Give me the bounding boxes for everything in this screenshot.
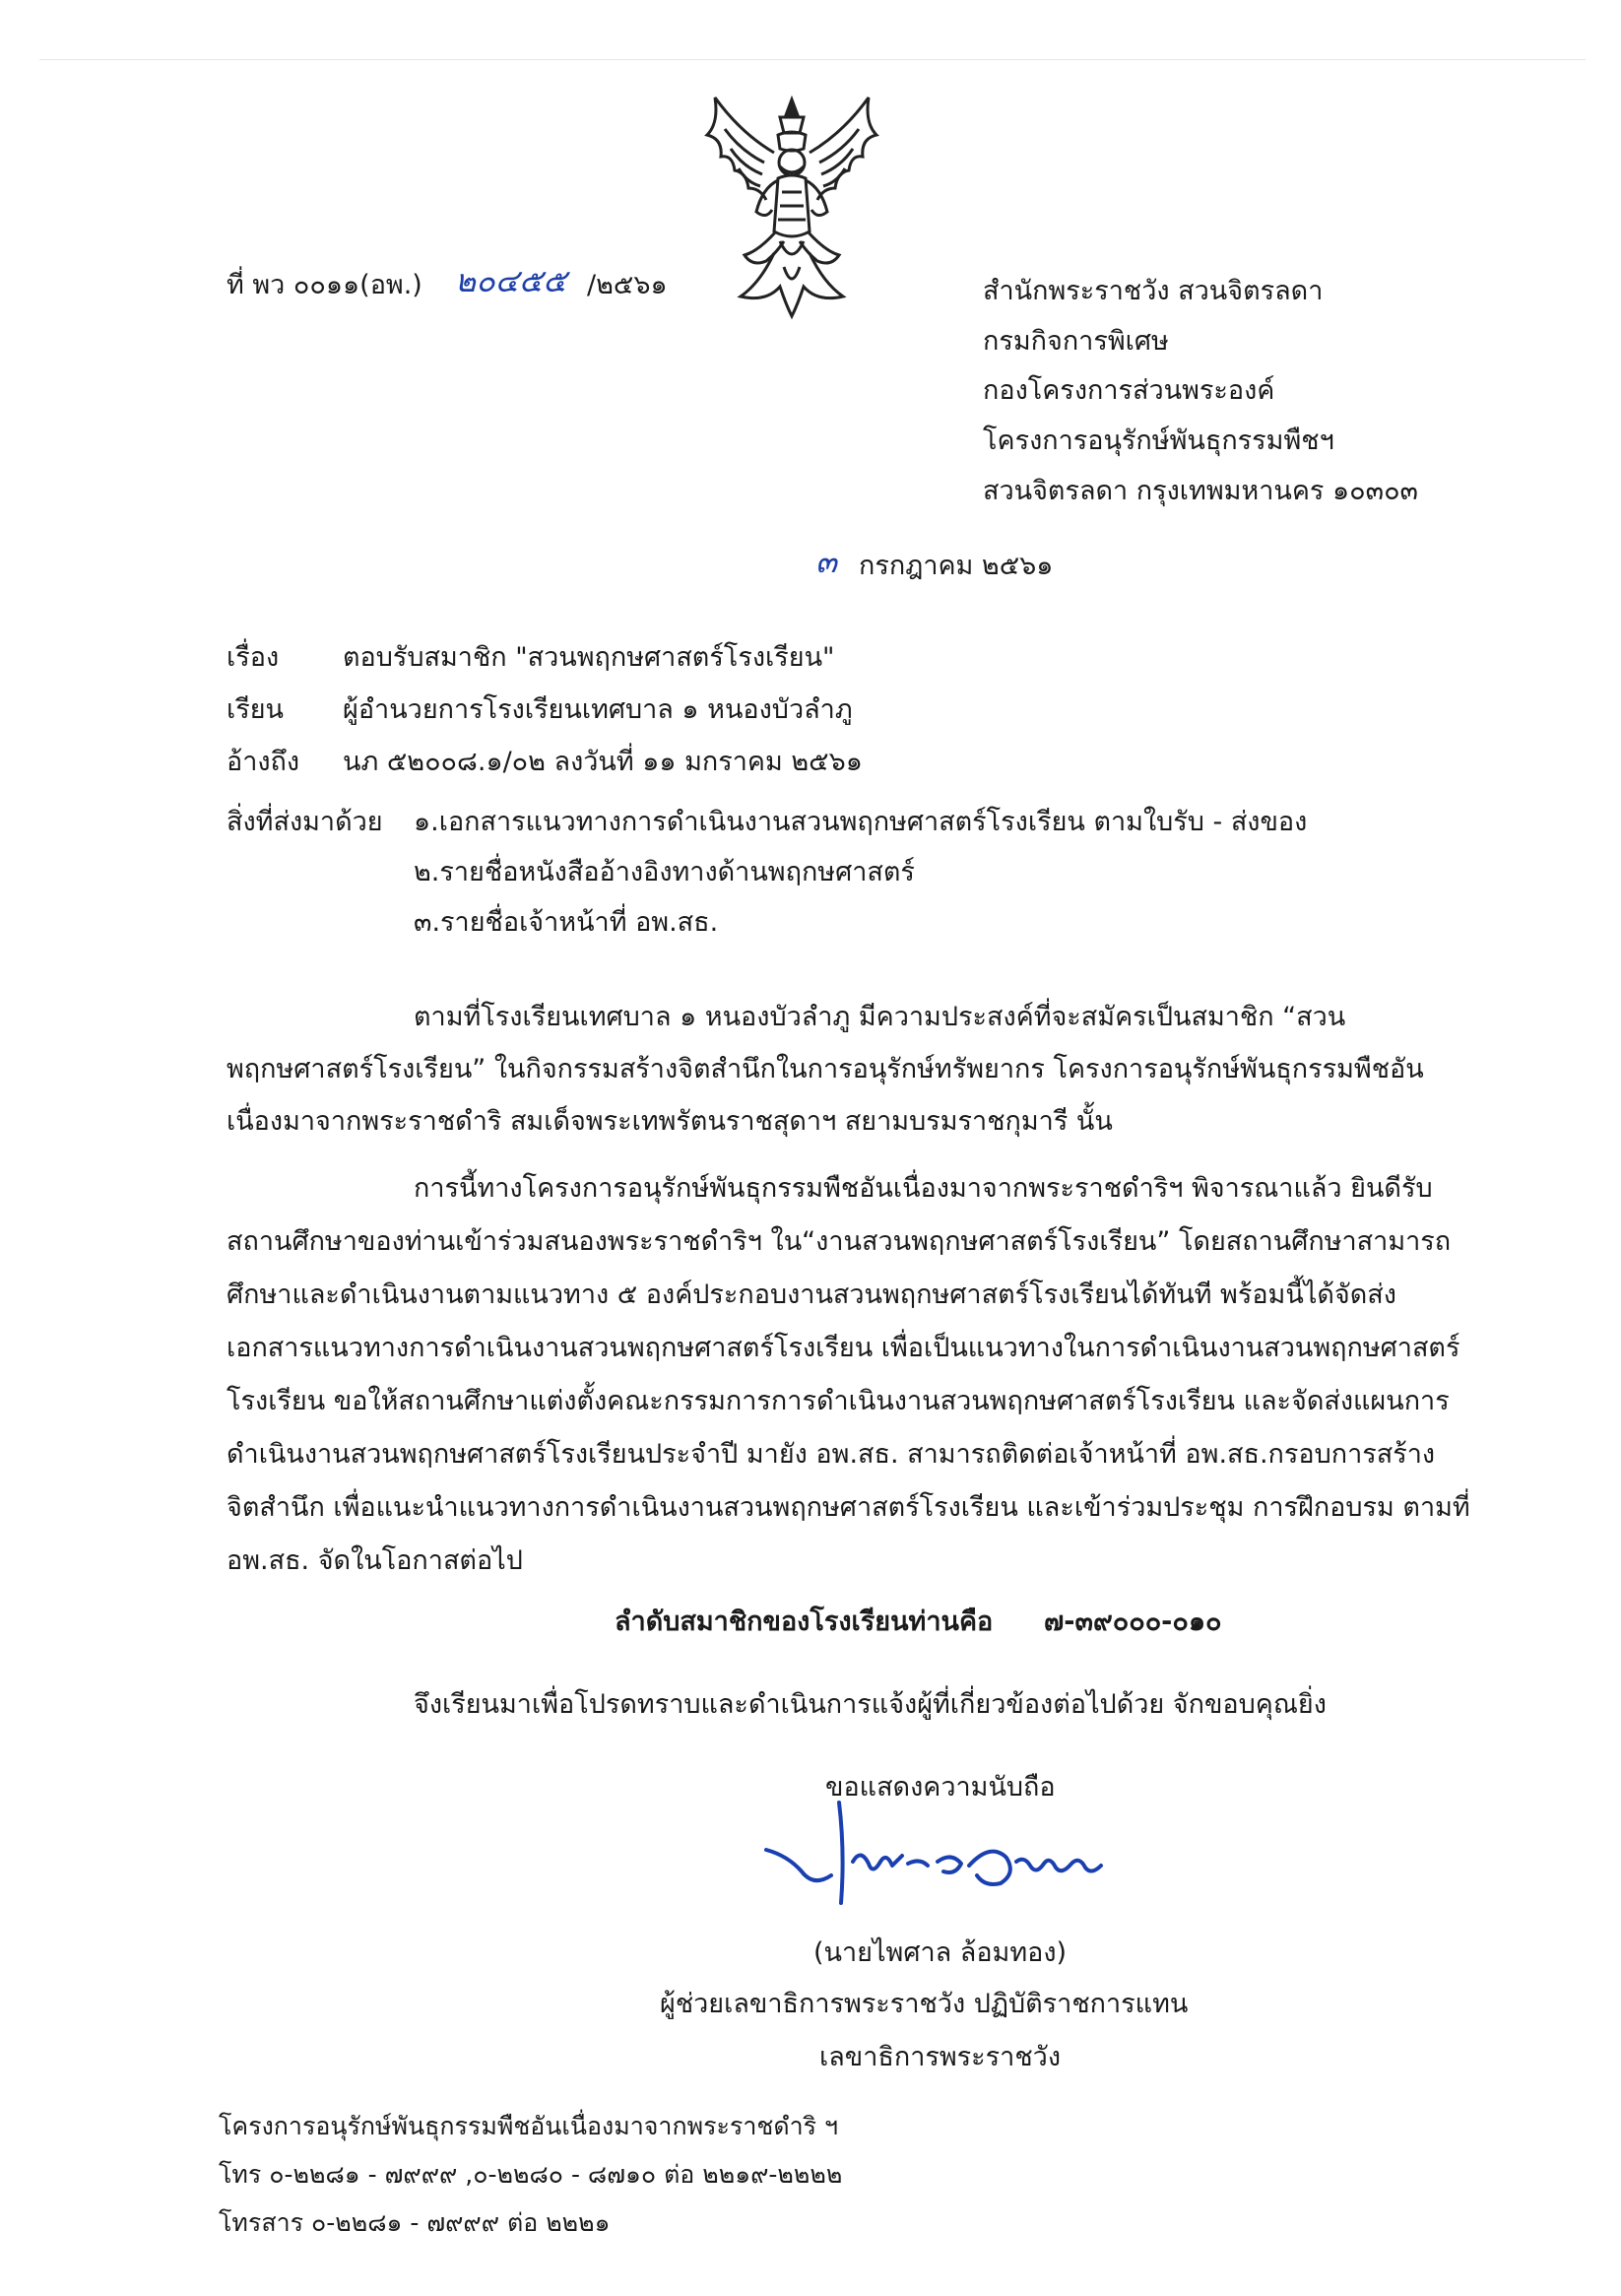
reference-text: นภ ๕๒๐๐๘.๑/๐๒ ลงวันที่ ๑๑ มกราคม ๒๕๖๑ [343, 747, 863, 777]
recipient-text: ผู้อำนวยการโรงเรียนเทศบาล ๑ หนองบัวลำภู [343, 694, 853, 725]
signatory-title-line: ผู้ช่วยเลขาธิการพระราชวัง ปฏิบัติราชการแทน [660, 1989, 1189, 2019]
body-paragraph-line: โรงเรียน ขอให้สถานศึกษาแต่งตั้งคณะกรรมการการดำเนินงานสวนพฤกษศาสตร์โรงเรียน และจัดส่งแผนการ [227, 1386, 1450, 1416]
body-paragraph-line: สถานศึกษาของท่านเข้าร่วมสนองพระราชดำริฯ ใน“งานสวนพฤกษศาสตร์โรงเรียน” โดยสถานศึกษาสามารถ [227, 1226, 1452, 1257]
subject-text: ตอบรับสมาชิก "สวนพฤกษศาสตร์โรงเรียน" [343, 642, 835, 673]
subject-label: เรื่อง [227, 642, 280, 673]
signatory-title-line: เลขาธิการพระราชวัง [819, 2042, 1062, 2072]
sender-address-line: กรมกิจการพิเศษ [983, 326, 1169, 357]
footer-office: โครงการอนุรักษ์พันธุกรรมพืชอันเนื่องมาจากพระราชดำริ ฯ [219, 2112, 839, 2140]
closing-sentence: จึงเรียนมาเพื่อโปรดทราบและดำเนินการแจ้งผู้ที่เกี่ยวข้องต่อไปด้วย จักขอบคุณยิ่ง [414, 1689, 1327, 1720]
member-number: ๗-๓๙๐๐๐-๐๑๐ [1044, 1607, 1222, 1637]
reference-label: อ้างถึง [227, 747, 300, 777]
body-paragraph-line: พฤกษศาสตร์โรงเรียน” ในกิจกรรมสร้างจิตสำนึกในการอนุรักษ์ทรัพยากร โครงการอนุรักษ์พันธุกรรมพืชอัน [227, 1054, 1424, 1084]
sender-address-line: สำนักพระราชวัง สวนจิตรลดา [983, 276, 1324, 306]
signature-image [758, 1793, 1123, 1921]
body-paragraph-line: ตามที่โรงเรียนเทศบาล ๑ หนองบัวลำภู มีความประสงค์ที่จะสมัครเป็นสมาชิก “สวน [414, 1002, 1346, 1032]
scan-edge-line [39, 59, 1586, 60]
body-paragraph-line: ดำเนินงานสวนพฤกษศาสตร์โรงเรียนประจำปี มายัง อพ.สธ. สามารถติดต่อเจ้าหน้าที่ อพ.สธ.กรอบการสร้าง [227, 1439, 1436, 1470]
sender-address-line: กองโครงการส่วนพระองค์ [983, 375, 1275, 406]
letter-date: กรกฎาคม ๒๕๖๑ [859, 551, 1054, 581]
sender-address-line: สวนจิตรลดา กรุงเทพมหานคร ๑๐๓๐๓ [983, 476, 1419, 506]
member-number-label: ลำดับสมาชิกของโรงเรียนท่านคือ [615, 1607, 994, 1637]
handwritten-reference-number: ๒๐๔๕๕ [455, 262, 567, 299]
body-paragraph-line: การนี้ทางโครงการอนุรักษ์พันธุกรรมพืชอันเนื่องมาจากพระราชดำริฯ พิจารณาแล้ว ยินดีรับ [414, 1173, 1433, 1204]
body-paragraph-line: เนื่องมาจากพระราชดำริ สมเด็จพระเทพรัตนราชสุดาฯ สยามบรมราชกุมารี นั้น [227, 1106, 1113, 1137]
recipient-label: เรียน [227, 694, 285, 725]
sender-address-line: โครงการอนุรักษ์พันธุกรรมพืชฯ [983, 426, 1334, 456]
complimentary-close: ขอแสดงความนับถือ [825, 1772, 1056, 1803]
enclosure-item: ๓.รายชื่อเจ้าหน้าที่ อพ.สธ. [414, 907, 719, 938]
signatory-name: (นายไพศาล ล้อมทอง) [813, 1937, 1068, 1968]
enclosure-item: ๒.รายชื่อหนังสืออ้างอิงทางด้านพฤกษศาสตร์ [414, 857, 915, 887]
footer-fax: โทรสาร ๐-๒๒๘๑ - ๗๙๙๙ ต่อ ๒๒๒๑ [219, 2208, 611, 2237]
body-paragraph-line: จิตสำนึก เพื่อแนะนำแนวทางการดำเนินงานสวนพฤกษศาสตร์โรงเรียน และเข้าร่วมประชุม การฝึกอบรม ตามที่ [227, 1492, 1470, 1523]
body-paragraph-line: เอกสารแนวทางการดำเนินงานสวนพฤกษศาสตร์โรงเรียน เพื่อเป็นแนวทางในการดำเนินงานสวนพฤกษศาสตร์ [227, 1333, 1460, 1363]
enclosure-item: ๑.เอกสารแนวทางการดำเนินงานสวนพฤกษศาสตร์โรงเรียน ตามใบรับ - ส่งของ [414, 807, 1308, 837]
enclosures-label: สิ่งที่ส่งมาด้วย [227, 807, 383, 837]
body-paragraph-line: ศึกษาและดำเนินงานตามแนวทาง ๕ องค์ประกอบงานสวนพฤกษศาสตร์โรงเรียนได้ทันที พร้อมนี้ได้จัดส่ง [227, 1279, 1396, 1310]
reference-year: /๒๕๖๑ [587, 270, 668, 300]
handwritten-date-day: ๓ [815, 543, 837, 580]
footer-phone: โทร ๐-๒๒๘๑ - ๗๙๙๙ ,๐-๒๒๘๐ - ๘๗๑๐ ต่อ ๒๒๑๙-๒๒๒๒ [219, 2160, 843, 2189]
garuda-emblem-icon [701, 94, 883, 320]
reference-prefix: ที่ พว ๐๐๑๑(อพ.) [227, 270, 422, 300]
body-paragraph-line: อพ.สธ. จัดในโอกาสต่อไป [227, 1545, 523, 1576]
